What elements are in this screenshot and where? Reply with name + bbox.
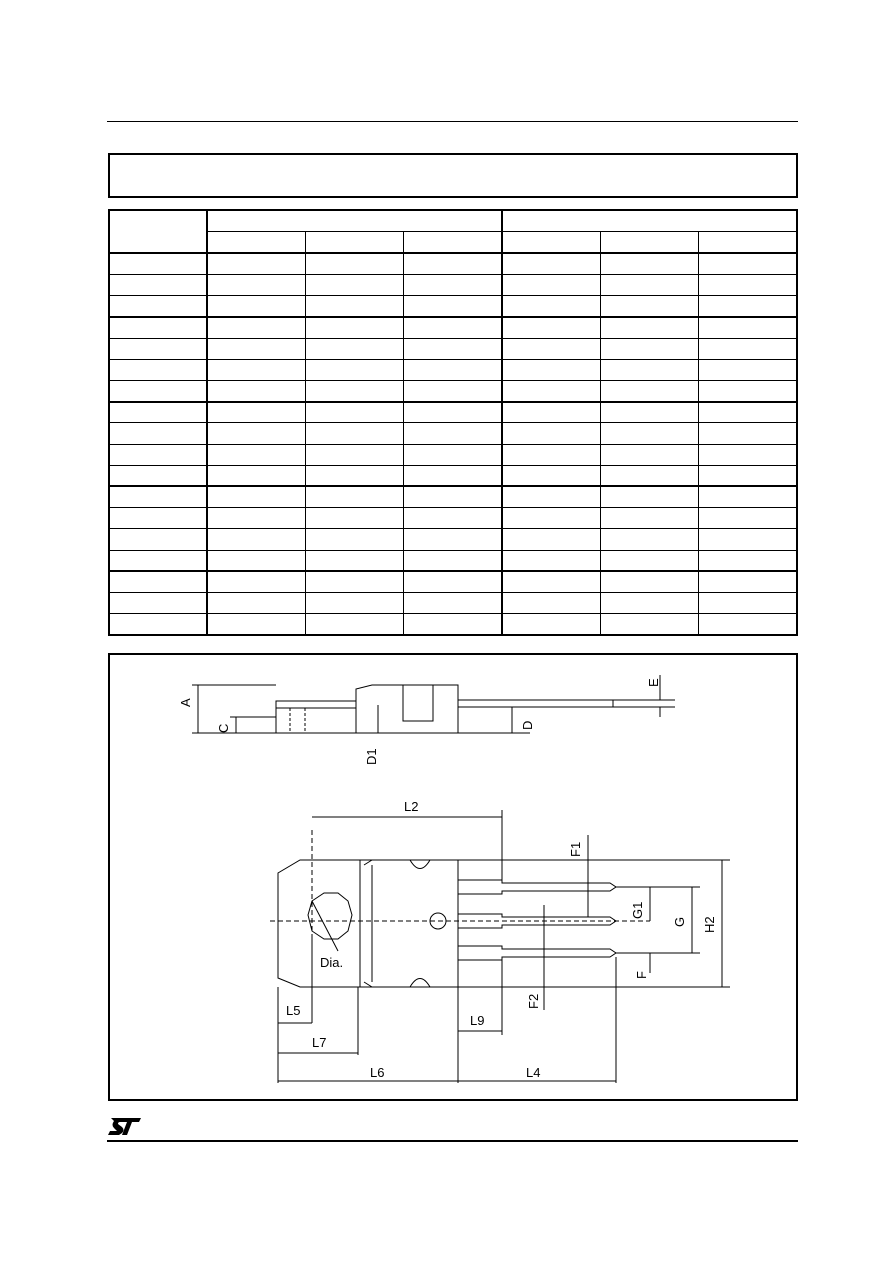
footer-rule (107, 1140, 798, 1142)
table-row (109, 465, 797, 486)
table-cell (600, 296, 698, 317)
table-cell (404, 359, 502, 380)
table-cell (109, 444, 207, 465)
table-cell (502, 338, 600, 359)
table-cell (306, 275, 404, 296)
table-cell (207, 423, 305, 444)
table-cell (207, 486, 305, 507)
header-cell (600, 231, 698, 253)
table-cell (306, 317, 404, 338)
table-cell (404, 486, 502, 507)
table-cell (109, 381, 207, 402)
header-cell (207, 210, 502, 231)
table-cell (600, 317, 698, 338)
table-cell (404, 529, 502, 550)
table-cell (699, 359, 797, 380)
table-cell (109, 402, 207, 423)
table-cell (699, 529, 797, 550)
table-cell (699, 486, 797, 507)
header-cell (109, 210, 207, 253)
table-cell (600, 423, 698, 444)
table-cell (699, 423, 797, 444)
table-cell (207, 359, 305, 380)
table-cell (207, 253, 305, 274)
table-cell (502, 550, 600, 571)
table-cell (502, 486, 600, 507)
table-cell (699, 465, 797, 486)
label-G: G (672, 916, 687, 927)
table-cell (207, 592, 305, 613)
table-cell (600, 359, 698, 380)
table-row (109, 338, 797, 359)
table-cell (404, 508, 502, 529)
table-cell (404, 296, 502, 317)
table-cell (502, 296, 600, 317)
table-cell (699, 614, 797, 635)
table-cell (306, 508, 404, 529)
label-F2: F2 (526, 993, 541, 1009)
table-row (109, 296, 797, 317)
table-cell (404, 423, 502, 444)
table-cell (699, 444, 797, 465)
table-header-row (109, 210, 797, 231)
table-cell (109, 338, 207, 359)
table-header-row (109, 231, 797, 253)
label-E: E (646, 678, 661, 687)
table-cell (207, 444, 305, 465)
table-cell (600, 508, 698, 529)
label-Dia: Dia. (320, 955, 344, 970)
table-cell (306, 253, 404, 274)
header-cell (207, 231, 305, 253)
table-cell (502, 423, 600, 444)
table-cell (207, 465, 305, 486)
label-G1: G1 (630, 901, 645, 919)
table-cell (502, 381, 600, 402)
table-cell (600, 444, 698, 465)
table-row (109, 381, 797, 402)
header-cell (502, 231, 600, 253)
label-A: A (178, 698, 193, 707)
table-row (109, 592, 797, 613)
table-cell (109, 614, 207, 635)
table-cell (109, 486, 207, 507)
table-cell (404, 317, 502, 338)
table-cell (600, 275, 698, 296)
table-cell (207, 338, 305, 359)
table-cell (502, 275, 600, 296)
table-cell (404, 338, 502, 359)
table-cell (109, 550, 207, 571)
table-cell (207, 296, 305, 317)
table-cell (502, 592, 600, 613)
table-row (109, 550, 797, 571)
table-cell (699, 253, 797, 274)
table-cell (207, 275, 305, 296)
table-cell (404, 253, 502, 274)
table-cell (404, 550, 502, 571)
table-cell (207, 529, 305, 550)
table-cell (600, 381, 698, 402)
table-cell (502, 529, 600, 550)
table-cell (306, 614, 404, 635)
header-cell (699, 231, 797, 253)
table-cell (404, 381, 502, 402)
table-cell (502, 402, 600, 423)
table-cell (306, 465, 404, 486)
table-cell (306, 592, 404, 613)
table-cell (600, 402, 698, 423)
table-cell (109, 592, 207, 613)
table-cell (502, 317, 600, 338)
table-cell (600, 571, 698, 592)
table-row (109, 529, 797, 550)
table-row (109, 359, 797, 380)
table-cell (699, 508, 797, 529)
table-title-box (108, 153, 798, 198)
label-L4: L4 (526, 1065, 541, 1080)
table-cell (502, 571, 600, 592)
table-cell (306, 381, 404, 402)
table-cell (699, 317, 797, 338)
table-cell (502, 444, 600, 465)
label-L5: L5 (286, 1003, 301, 1018)
table-cell (404, 275, 502, 296)
label-L7: L7 (312, 1035, 327, 1050)
table-row (109, 571, 797, 592)
table-cell (600, 253, 698, 274)
table-cell (207, 508, 305, 529)
table-cell (109, 296, 207, 317)
table-cell (109, 423, 207, 444)
label-L2: L2 (404, 799, 419, 814)
table-cell (699, 381, 797, 402)
table-cell (699, 571, 797, 592)
table-cell (109, 571, 207, 592)
st-logo-icon (107, 1114, 143, 1138)
table-cell (699, 550, 797, 571)
table-row (109, 444, 797, 465)
table-row (109, 317, 797, 338)
table-cell (207, 381, 305, 402)
table-cell (109, 359, 207, 380)
header-rule (107, 121, 798, 122)
table-cell (207, 614, 305, 635)
table-cell (404, 444, 502, 465)
table-cell (306, 486, 404, 507)
table-cell (109, 465, 207, 486)
table-cell (306, 529, 404, 550)
table-cell (207, 571, 305, 592)
table-cell (306, 571, 404, 592)
table-cell (207, 550, 305, 571)
table-cell (404, 592, 502, 613)
table-cell (600, 614, 698, 635)
table-cell (109, 253, 207, 274)
table-row (109, 402, 797, 423)
table-cell (699, 338, 797, 359)
label-D1: D1 (364, 748, 379, 765)
table-cell (306, 338, 404, 359)
table-cell (600, 592, 698, 613)
table-cell (109, 275, 207, 296)
label-D: D (520, 720, 535, 730)
table-cell (207, 317, 305, 338)
package-outline-svg (110, 655, 796, 1099)
table-cell (306, 550, 404, 571)
label-F: F (634, 971, 649, 979)
table-cell (502, 465, 600, 486)
table-cell (404, 465, 502, 486)
table-row (109, 253, 797, 274)
table-cell (502, 508, 600, 529)
label-L6: L6 (370, 1065, 385, 1080)
table-row (109, 486, 797, 507)
package-drawing (108, 653, 798, 1101)
table-cell (404, 402, 502, 423)
table-cell (600, 465, 698, 486)
table-cell (306, 296, 404, 317)
label-L9: L9 (470, 1013, 485, 1028)
table-cell (600, 529, 698, 550)
table-cell (306, 444, 404, 465)
table-cell (699, 592, 797, 613)
table-cell (502, 614, 600, 635)
table-cell (600, 338, 698, 359)
dimensions-table (108, 209, 798, 636)
table-cell (404, 571, 502, 592)
table-cell (109, 317, 207, 338)
table-cell (699, 402, 797, 423)
table-row (109, 275, 797, 296)
table-cell (109, 508, 207, 529)
table-cell (404, 614, 502, 635)
table-cell (306, 402, 404, 423)
table-cell (502, 359, 600, 380)
table-cell (306, 359, 404, 380)
header-cell (404, 231, 502, 253)
table-cell (109, 529, 207, 550)
table-cell (699, 296, 797, 317)
table-cell (502, 253, 600, 274)
label-F1: F1 (568, 841, 583, 857)
header-cell (306, 231, 404, 253)
table-row (109, 423, 797, 444)
table-cell (699, 275, 797, 296)
table-cell (600, 486, 698, 507)
table-cell (600, 550, 698, 571)
header-cell (502, 210, 797, 231)
label-H2: H2 (702, 916, 717, 933)
table-row (109, 614, 797, 635)
table-cell (207, 402, 305, 423)
label-C: C (216, 723, 231, 733)
table-row (109, 508, 797, 529)
table-cell (306, 423, 404, 444)
